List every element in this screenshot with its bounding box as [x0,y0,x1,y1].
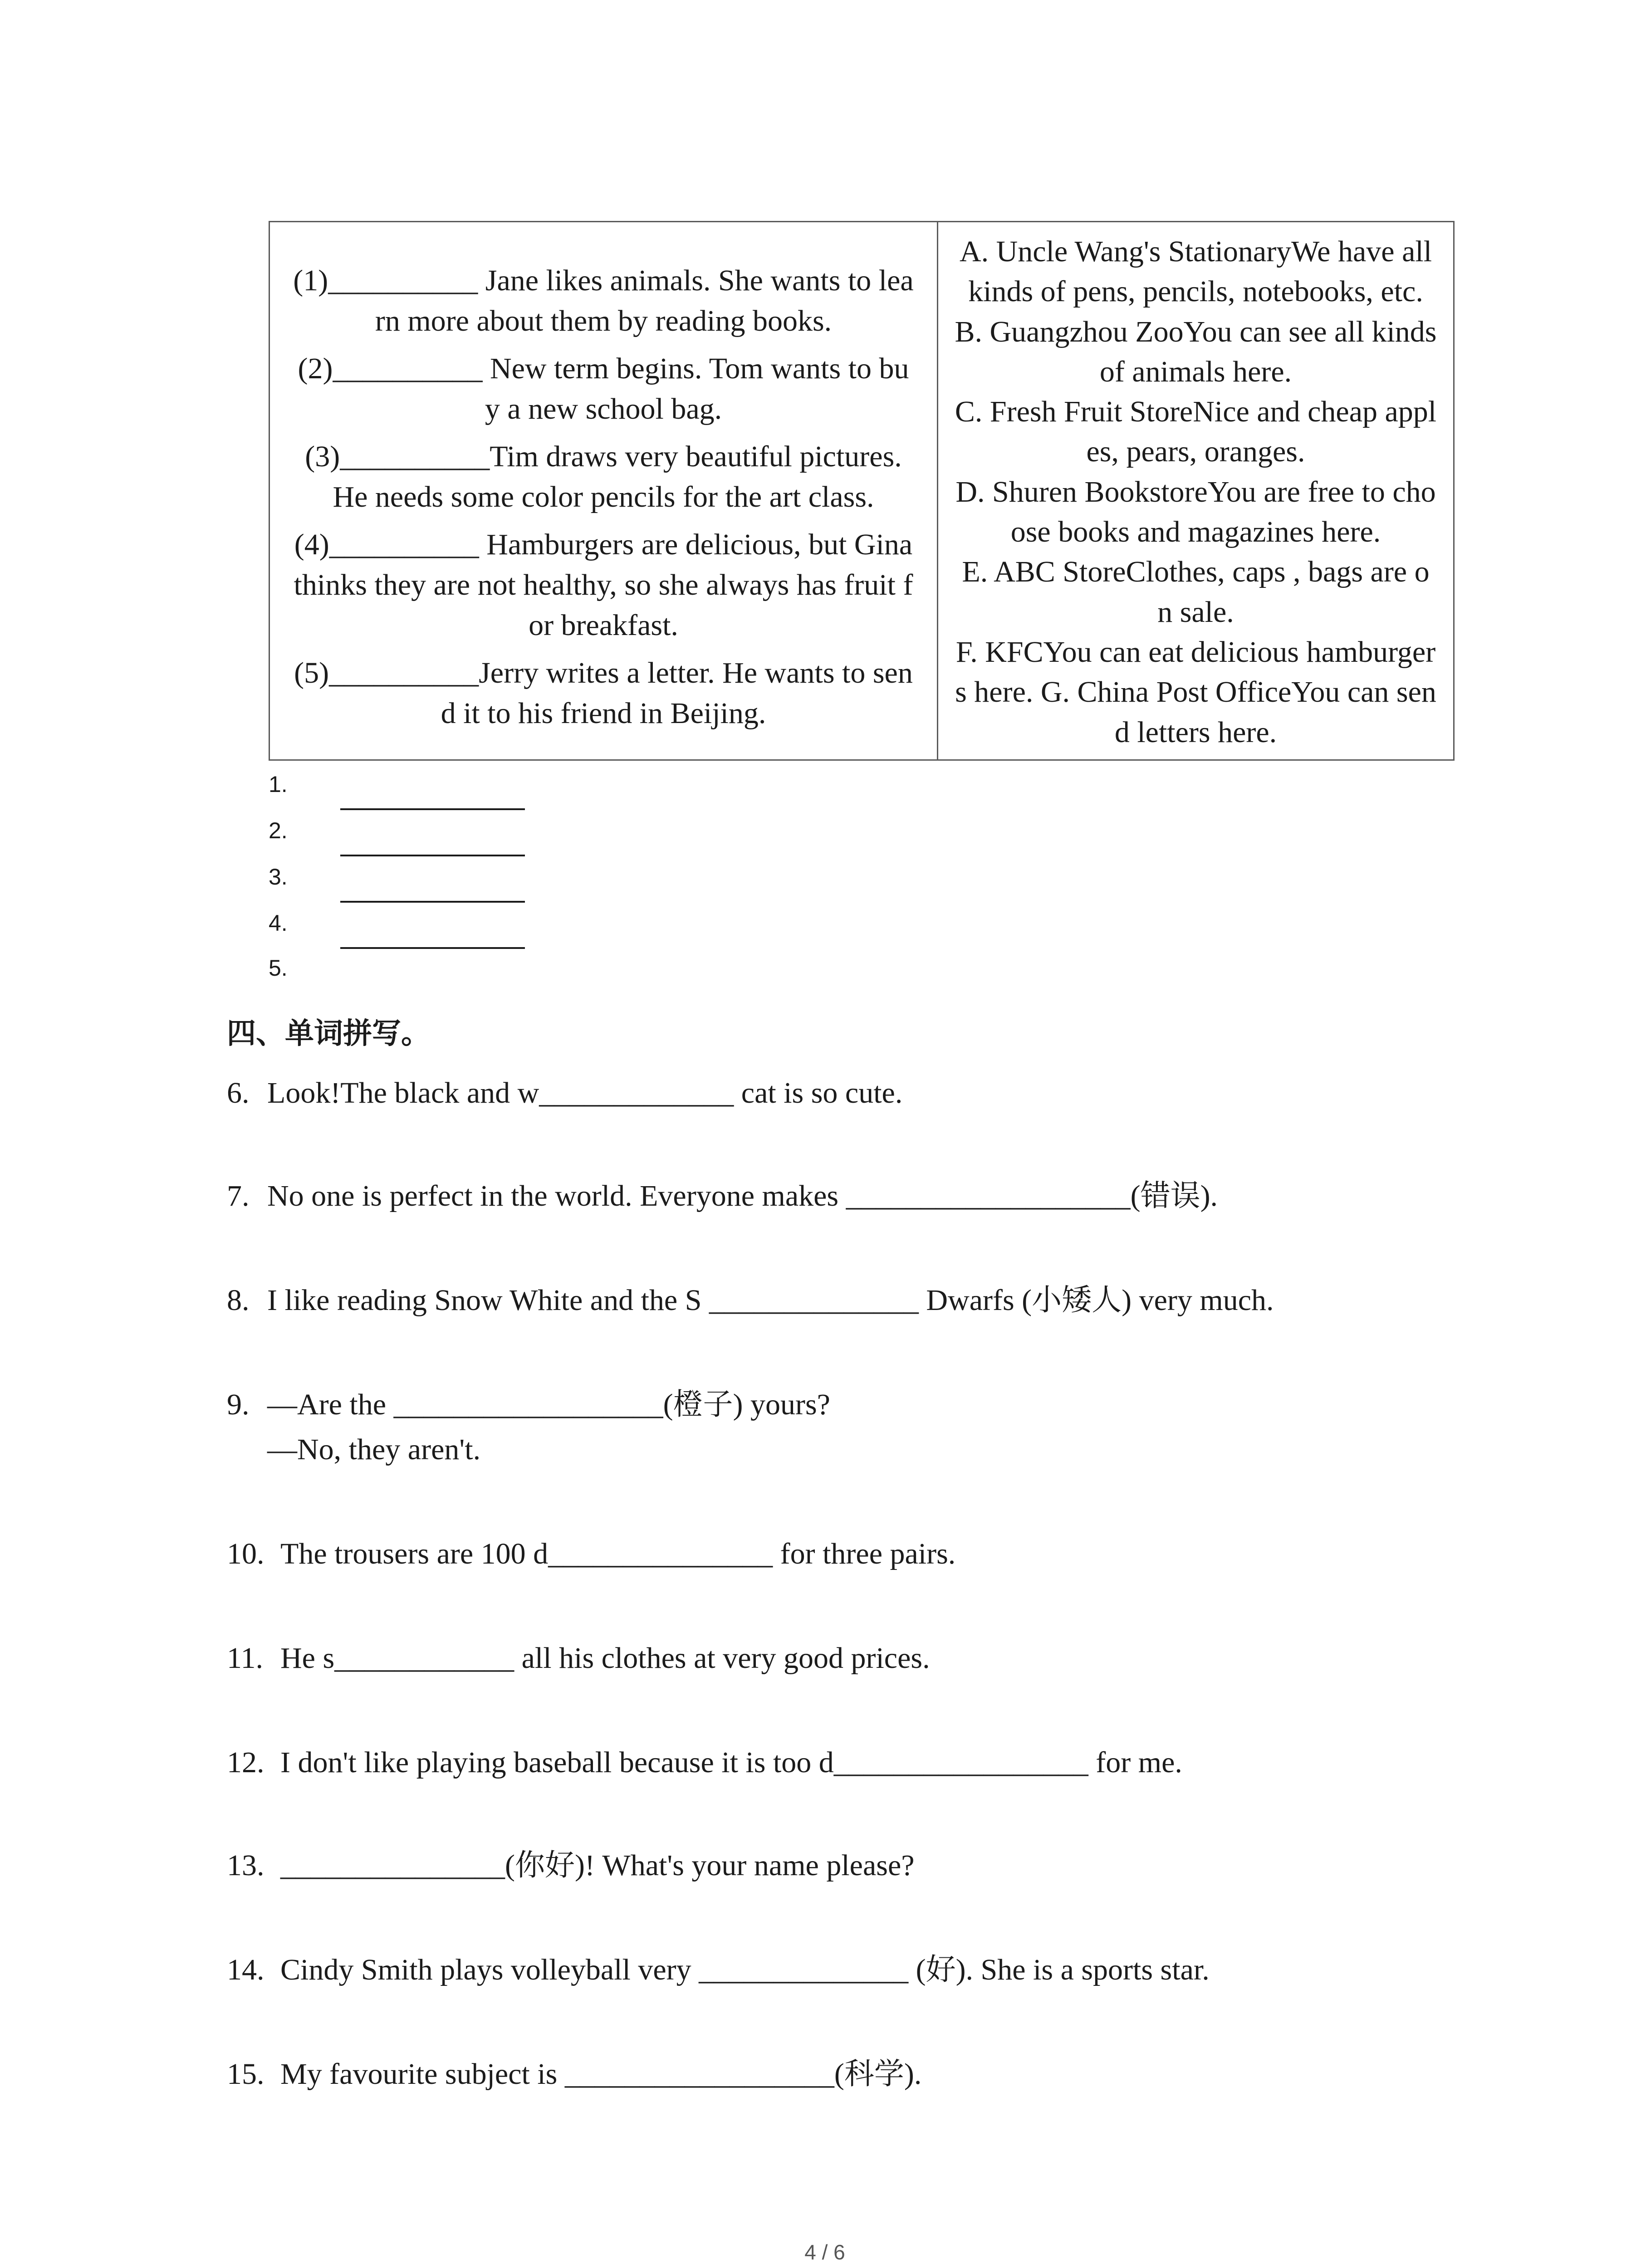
question-text: —No, they aren't. [267,1433,481,1466]
question-text: I don't like playing baseball because it is too d_________________ for me. [280,1746,1182,1779]
situation-line: (1)__________ Jane likes animals. She wants to lea [293,264,914,297]
question-text: My favourite subject is __________________(科学). [280,2058,922,2091]
situation-line: (3)__________Tim draws very beautiful pictures. [305,440,902,473]
place-line: n sale. [1157,595,1234,629]
question-12 [0,1743,1641,1783]
answer-number: 5. [269,955,288,981]
question-text: The trousers are 100 d_______________ for three pairs. [280,1537,956,1570]
places-list [938,232,1453,753]
situation-5 [270,653,937,733]
place-line: d letters here. [1114,715,1277,749]
situation-2 [270,348,937,429]
question-text: I like reading Snow White and the S ______________ Dwarfs (小矮人) very much. [267,1284,1274,1317]
question-number: 15. [227,2058,265,2091]
question-number: 12. [227,1746,265,1779]
matching-table [269,221,1455,761]
question-10 [0,1534,1641,1574]
question-text: No one is perfect in the world. Everyone makes ___________________(错误). [267,1179,1218,1212]
answer-blank-line [340,947,525,949]
answer-number: 2. [269,818,288,843]
situation-1 [270,260,937,341]
situations-column [270,222,937,759]
place-line: D. Shuren BookstoreYou are free to cho [955,475,1436,508]
question-number: 13. [227,1849,265,1882]
question-7 [0,1176,1641,1216]
place-line: F. KFCYou can eat delicious hamburger [955,635,1436,669]
place-line: C. Fresh Fruit StoreNice and cheap appl [955,395,1437,429]
question-13 [0,1846,1641,1886]
question-14 [0,1950,1641,1990]
place-line: A. Uncle Wang's StationaryWe have all [959,235,1432,268]
question-text: Cindy Smith plays volleyball very ______________ (好). She is a sports star. [280,1953,1210,1986]
question-number: 7. [227,1179,250,1212]
question-number: 6. [227,1076,250,1110]
question-11 [0,1638,1641,1678]
question-number: 10. [227,1537,265,1570]
situation-line: d it to his friend in Beijing. [441,697,766,730]
situation-line: or breakfast. [529,609,678,642]
answer-blank-line [340,855,525,856]
situation-line: thinks they are not healthy, so she always has fruit f [294,568,913,601]
place-line: kinds of pens, pencils, notebooks, etc. [968,275,1423,308]
question-9-reply [0,1430,1641,1470]
answer-number: 3. [269,864,288,890]
situation-line: (2)__________ New term begins. Tom wants to bu [298,352,909,385]
page-number: 4 / 6 [804,2240,845,2264]
question-text: —Are the __________________(橙子) yours? [267,1388,830,1421]
question-8 [0,1281,1641,1320]
question-text: Look!The black and w_____________ cat is so cute. [267,1076,903,1110]
situation-line: (4)__________ Hamburgers are delicious, but Gina [294,528,913,561]
question-number: 9. [227,1388,250,1421]
place-line: of animals here. [1099,355,1292,388]
place-line: B. Guangzhou ZooYou can see all kinds [955,315,1437,348]
question-text: _______________(你好)! What's your name please? [280,1849,915,1882]
place-line: ose books and magazines here. [1010,515,1381,549]
question-number: 11. [227,1642,264,1675]
situation-line: He needs some color pencils for the art class. [333,480,874,513]
situation-4 [270,524,937,645]
place-line: s here. G. China Post OfficeYou can sen [955,675,1436,709]
place-line: es, pears, oranges. [1086,435,1305,469]
answer-number: 1. [269,772,288,797]
answer-blank-line [340,901,525,903]
situation-3 [270,436,937,517]
situation-line: y a new school bag. [485,392,722,425]
question-text: He s____________ all his clothes at very good prices. [280,1642,930,1675]
section-heading: 四、单词拼写。 [227,1017,430,1050]
question-number: 8. [227,1284,250,1317]
situation-line: rn more about them by reading books. [375,304,832,337]
question-6 [0,1073,1641,1113]
question-9 [0,1385,1641,1425]
situation-line: (5)__________Jerry writes a letter. He wants to sen [294,656,913,689]
answer-number: 4. [269,910,288,936]
place-line: E. ABC StoreClothes, caps , bags are o [962,555,1430,589]
question-15 [0,2054,1641,2094]
question-number: 14. [227,1953,265,1986]
answer-blank-line [340,808,525,810]
places-column [937,222,1453,759]
